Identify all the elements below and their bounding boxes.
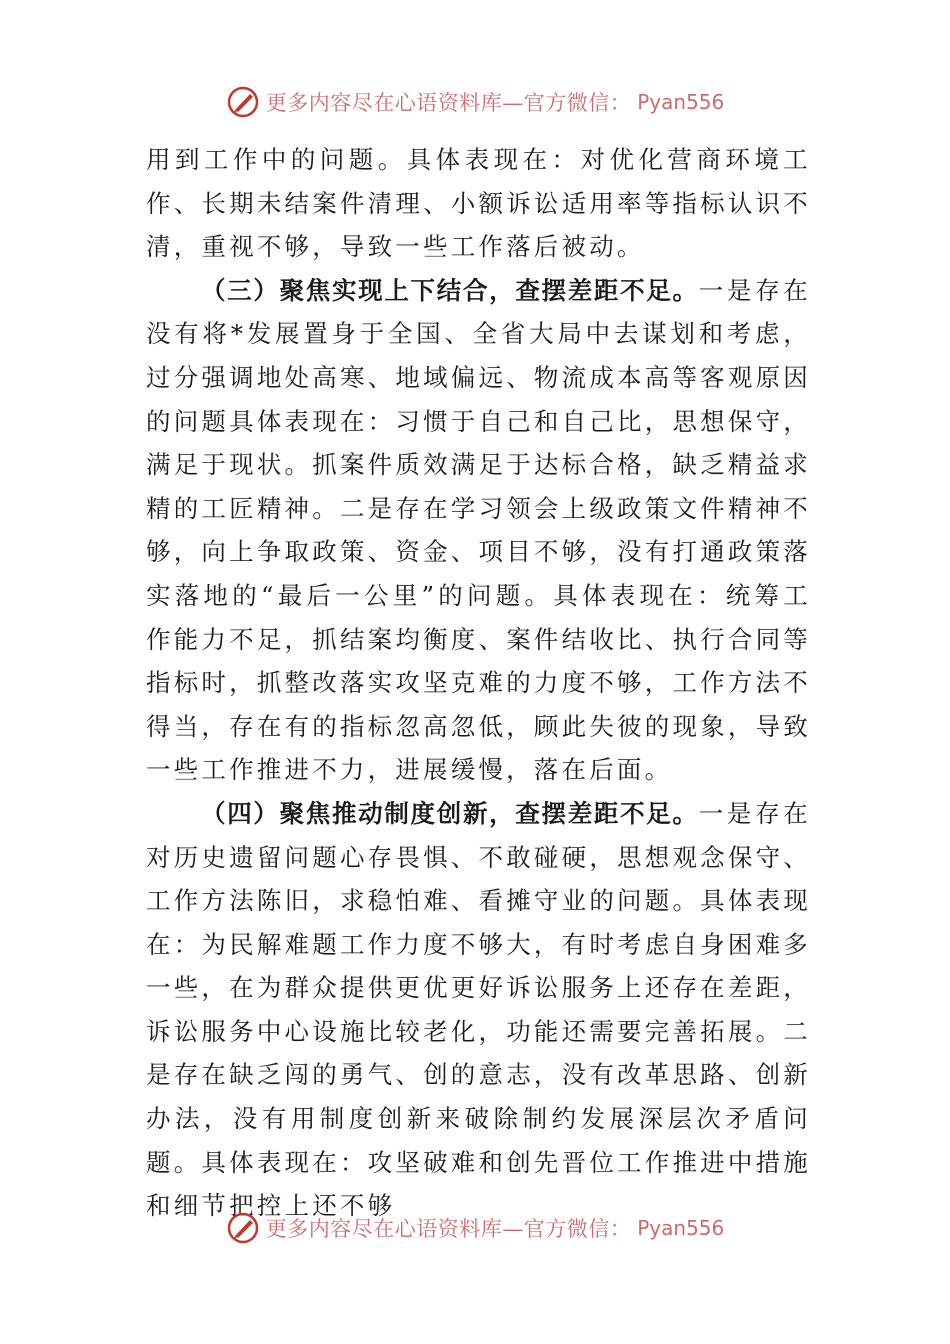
watermark-contact: Pyan556 xyxy=(637,1216,725,1240)
document-body xyxy=(146,138,811,1228)
section-heading-3: （三）聚焦实现上下结合，查摆差距不足。 xyxy=(201,275,699,305)
header-watermark xyxy=(0,82,950,122)
paragraph-3 xyxy=(146,792,811,1228)
watermark-text: 更多内容尽在心语资料库—官方微信： xyxy=(265,1217,632,1241)
watermark-text: 更多内容尽在心语资料库—官方微信： xyxy=(265,91,632,115)
pen-seal-icon xyxy=(226,1211,260,1245)
footer-watermark xyxy=(0,1208,950,1248)
paragraph-1 xyxy=(146,138,811,269)
paragraph-2 xyxy=(146,269,811,792)
pen-seal-icon xyxy=(226,85,260,119)
watermark-contact: Pyan556 xyxy=(637,90,725,114)
paragraph-3-body: 一是存在对历史遗留问题心存畏惧、不敢碰硬，思想观念保守、工作方法陈旧，求稳怕难、看摊守业的问题。具体表现在：为民解难题工作力度不够大，有时考虑自身困难多一些，在为群众提供更优更好诉讼服务上还存在差距，诉讼服务中心设施比较老化，功能还需要完善拓展。二是存在缺乏闯的勇气、创的意志，没有改革思路、创新办法，没有用制度创新来破除制约发展深层次矛盾问题。具体表现在：攻坚破难和创先晋位工作推进中措施和细节把控上还不够 xyxy=(146,798,811,1221)
section-heading-4: （四）聚焦推动制度创新，查摆差距不足。 xyxy=(201,798,699,828)
paragraph-2-body: 一是存在没有将*发展置身于全国、全省大局中去谋划和考虑，过分强调地处高寒、地域偏远、物流成本高等客观原因的问题具体表现在：习惯于自己和自己比，思想保守，满足于现状。抓案件质效满足于达标合格，缺乏精益求精的工匠精神。二是存在学习领会上级政策文件精神不够，向上争取政策、资金、项目不够，没有打通政策落实落地的“最后一公里”的问题。具体表现在：统筹工作能力不足，抓结案均衡度、案件结收比、执行合同等指标时，抓整改落实攻坚克难的力度不够，工作方法不得当，存在有的指标忽高忽低，顾此失彼的现象，导致一些工作推进不力，进展缓慢，落在后面。 xyxy=(146,275,811,785)
paragraph-1-body: 用到工作中的问题。具体表现在：对优化营商环境工作、长期未结案件清理、小额诉讼适用率等指标认识不清，重视不够，导致一些工作落后被动。 xyxy=(146,145,811,262)
